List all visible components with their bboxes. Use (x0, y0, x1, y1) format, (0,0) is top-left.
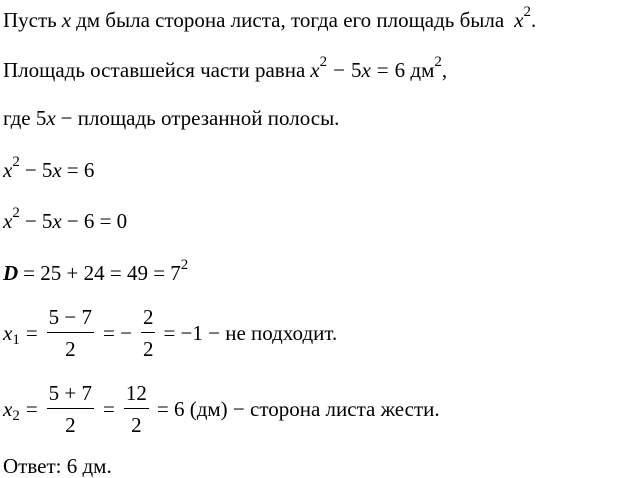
equation-2: x $^2$ − 5 x − 6 = 0 (3, 204, 128, 233)
line-1-text-a: Пусть (3, 8, 57, 32)
root-1-tail: = −1 − не подходит. (163, 321, 338, 346)
line-2-text: Площадь оставшейся части равна (3, 58, 306, 82)
root-2: x $_2$ = $\frac{5 + 7}{2}$ = $\frac{12}{2}$ = 6 (дм) − сторона листа жести. (3, 381, 440, 438)
var-d: D (3, 261, 19, 285)
root-1: x $_1$ = $\frac{5 - 7}{2}$ = − $\frac{2}{2}$ = −1 − не подходит. (3, 305, 338, 362)
numerator: 12 (125, 381, 147, 405)
var-x: x (46, 106, 56, 130)
fraction (124, 383, 149, 436)
numerator: 5 + 7 (48, 381, 93, 405)
discriminant: D = 25 + 24 = 49 = 7 $^2$ (3, 256, 189, 285)
equation-1: x $^2$ − 5 x = 6 (3, 153, 95, 182)
var-x: x (514, 8, 524, 32)
var-x: x (3, 209, 13, 233)
line-3-text-a: где 5 (3, 106, 47, 130)
denominator: 2 (65, 413, 76, 438)
line-1-text-b: дм была сторона листа, тогда его площадь была (76, 8, 505, 32)
value: 6 дм (394, 58, 435, 82)
var-x: x (52, 209, 62, 233)
eq-2-part: − 5 (24, 209, 53, 233)
discriminant-expr: = 25 + 24 = 49 = 7 (23, 261, 181, 285)
equals: = (376, 58, 389, 82)
var-x: x (3, 397, 13, 422)
denominator: 2 (142, 337, 154, 362)
var-x: x (61, 8, 72, 32)
eq-1-part: − 5 (24, 158, 53, 182)
root-2-tail: = 6 (дм) − сторона листа жести. (156, 397, 440, 422)
var-x: x (3, 321, 13, 346)
var-x: x (361, 58, 371, 82)
punct: . (531, 8, 537, 32)
line-1: Пусть x дм была сторона листа, тогда его площадь была x $^2$ . (3, 3, 537, 32)
equals: = (25, 321, 38, 346)
answer (3, 456, 112, 477)
minus: − (333, 58, 345, 82)
numerator: 5 − 7 (48, 305, 93, 329)
var-x: x (52, 158, 62, 182)
denominator: 2 (65, 337, 76, 362)
coef: 5 (350, 58, 362, 82)
denominator: 2 (131, 413, 142, 438)
equals-minus: = − (103, 321, 132, 346)
var-x: x (3, 158, 13, 182)
var-x: x (310, 58, 320, 82)
numerator: 2 (142, 305, 154, 329)
equals: = (25, 397, 38, 422)
fraction (141, 307, 156, 360)
eq-2-rhs: − 6 = 0 (66, 209, 128, 233)
line-3-text-b: − площадь отрезанной полосы. (60, 106, 340, 130)
equals: = (103, 397, 115, 422)
fraction (47, 307, 94, 360)
fraction (47, 383, 94, 436)
line-2: Площадь оставшейся части равна x $^2$ − 5 x = 6 дм $^2$ , (3, 53, 448, 82)
eq-1-rhs: = 6 (66, 158, 95, 182)
punct: , (441, 58, 448, 82)
answer-text: Ответ: 6 дм. (3, 454, 112, 478)
line-3 (3, 108, 339, 129)
